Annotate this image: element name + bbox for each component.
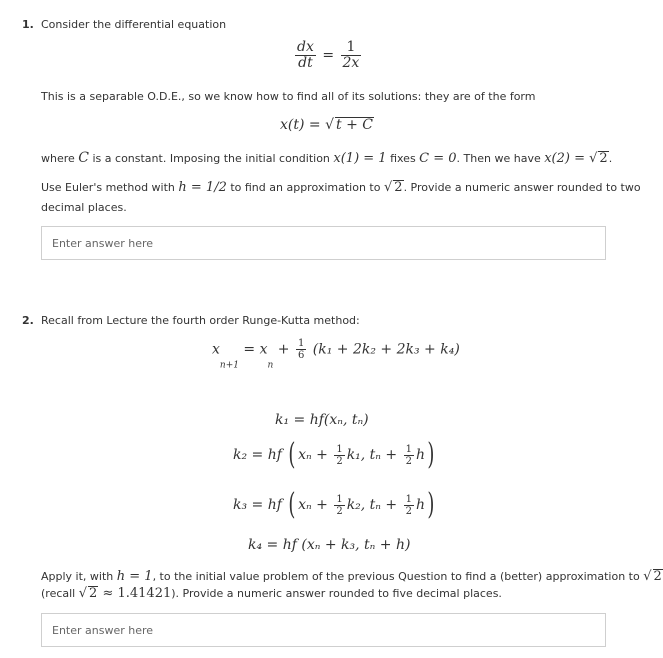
recall-line: (recall √ 2 ≈ 1.41421). Provide a numeric answer rounded to five decimal places.	[41, 586, 502, 601]
apply-radicand: 2	[653, 569, 662, 584]
question-1-number: 1.	[22, 18, 34, 31]
rk-lhs-sub: n+1	[219, 360, 239, 371]
question-1-intro: Consider the differential equation	[41, 18, 227, 31]
rk-eq: = x	[238, 341, 268, 358]
rk-rest: (k₁ + 2k₂ + 2k₃ + k₄)	[308, 341, 460, 358]
where-line: where C is a constant. Imposing the initial condition x(1) = 1 fixes C = 0. Then we have x(2) = √ 2.	[41, 150, 613, 166]
k3-lhs: k₃ = hf	[233, 497, 282, 513]
k3-part-c: h	[416, 497, 426, 513]
use-text-1: Use Euler's method with	[41, 181, 179, 194]
question-2-number: 2.	[22, 314, 34, 327]
question-2-intro: Recall from Lecture the fourth order Runge-Kutta method:	[41, 314, 360, 327]
apply-text-2: , to the initial value problem of the previous Question to find a (better) approximation to	[152, 570, 644, 583]
rk-eq-sub: n	[267, 360, 274, 371]
where-result-lhs: x(2) =	[544, 151, 590, 166]
k3-half-1-num: 1	[336, 493, 343, 505]
where-text-3: fixes	[386, 152, 420, 165]
rk-plus: +	[273, 341, 294, 358]
k2-lhs: k₂ = hf	[233, 447, 282, 463]
where-text-2: is a constant. Imposing the initial condition	[89, 152, 334, 165]
general-solution: x(t) = √ t + C	[280, 117, 373, 133]
where-text-4: . Then we have	[456, 152, 545, 165]
rk-frac-denominator: 6	[297, 350, 305, 361]
k3-equation: k₃ = hf ( xₙ + $\frac{1}{2}$ k₂, tₙ + $\frac{1}{2}$ h)	[233, 487, 435, 522]
k1-equation: k₁ = hf(xₙ, tₙ)	[275, 412, 369, 428]
apply-step-size: h = 1	[116, 569, 153, 584]
k2-part-b: k₁, tₙ +	[346, 447, 402, 463]
solution-radicand: t + C	[336, 117, 373, 133]
k3-part-a: xₙ +	[298, 497, 333, 513]
k2-half-1-den: 2	[336, 455, 343, 467]
recall-radicand: 2	[89, 586, 98, 601]
k4-equation: k₄ = hf (xₙ + k₃, tₙ + h)	[248, 537, 411, 553]
where-text-1: where	[41, 152, 79, 165]
apply-text-1: Apply it, with	[41, 570, 117, 583]
k2-part-c: h	[416, 447, 426, 463]
eq-equals: =	[322, 47, 335, 64]
where-text-5: .	[608, 152, 613, 165]
k2-half-2-den: 2	[405, 455, 412, 467]
k3-half-2-num: 1	[405, 493, 412, 505]
use-text-2: to find an approximation to	[226, 181, 384, 194]
k2-part-a: xₙ +	[298, 447, 333, 463]
eq-lhs-numerator: dx	[297, 39, 314, 55]
recall-text-2: ). Provide a numeric answer rounded to five decimal places.	[171, 587, 502, 600]
use-text-4: decimal places.	[41, 201, 127, 214]
separable-text: This is a separable O.D.E., so we know how to find all of its solutions: they are of the form	[41, 90, 536, 103]
recall-text-1: (recall	[41, 587, 79, 600]
where-condition: x(1) = 1	[333, 151, 387, 166]
use-radicand: 2	[394, 180, 403, 195]
where-fix: C = 0	[419, 151, 457, 166]
euler-instruction: Use Euler's method with h = 1/2 to find an approximation to √ 2. Provide a numeric answer rounded to two	[41, 180, 641, 195]
differential-equation	[293, 40, 363, 71]
rk-frac-numerator: 1	[297, 338, 305, 349]
k3-half-1-den: 2	[336, 505, 343, 517]
question-2-answer-input[interactable]	[41, 613, 606, 647]
eq-lhs-denominator: dt	[298, 55, 313, 71]
use-step-size: h = 1/2	[178, 180, 227, 195]
recall-approx: ≈ 1.41421	[98, 586, 172, 601]
k2-half-2-num: 1	[405, 443, 412, 455]
k3-part-b: k₂, tₙ +	[346, 497, 402, 513]
use-text-3: . Provide a numeric answer rounded to two	[403, 181, 641, 194]
apply-line: Apply it, with h = 1, to the initial value problem of the previous Question to find a (better) approximation to √ 2	[41, 569, 662, 584]
k2-half-1-num: 1	[336, 443, 343, 455]
runge-kutta-formula	[212, 338, 460, 371]
eq-rhs-numerator: 1	[341, 40, 362, 56]
solution-lhs: x(t) =	[280, 117, 326, 133]
question-1-answer-input[interactable]	[41, 226, 606, 260]
where-constant: C	[78, 150, 89, 166]
where-result-radicand: 2	[599, 151, 608, 166]
k2-equation: k₂ = hf ( xₙ + $\frac{1}{2}$ k₁, tₙ + $\frac{1}{2}$ h)	[233, 437, 435, 472]
eq-rhs-denominator: 2x	[342, 55, 360, 71]
rk-lhs: x	[212, 341, 220, 358]
k3-half-2-den: 2	[405, 505, 412, 517]
